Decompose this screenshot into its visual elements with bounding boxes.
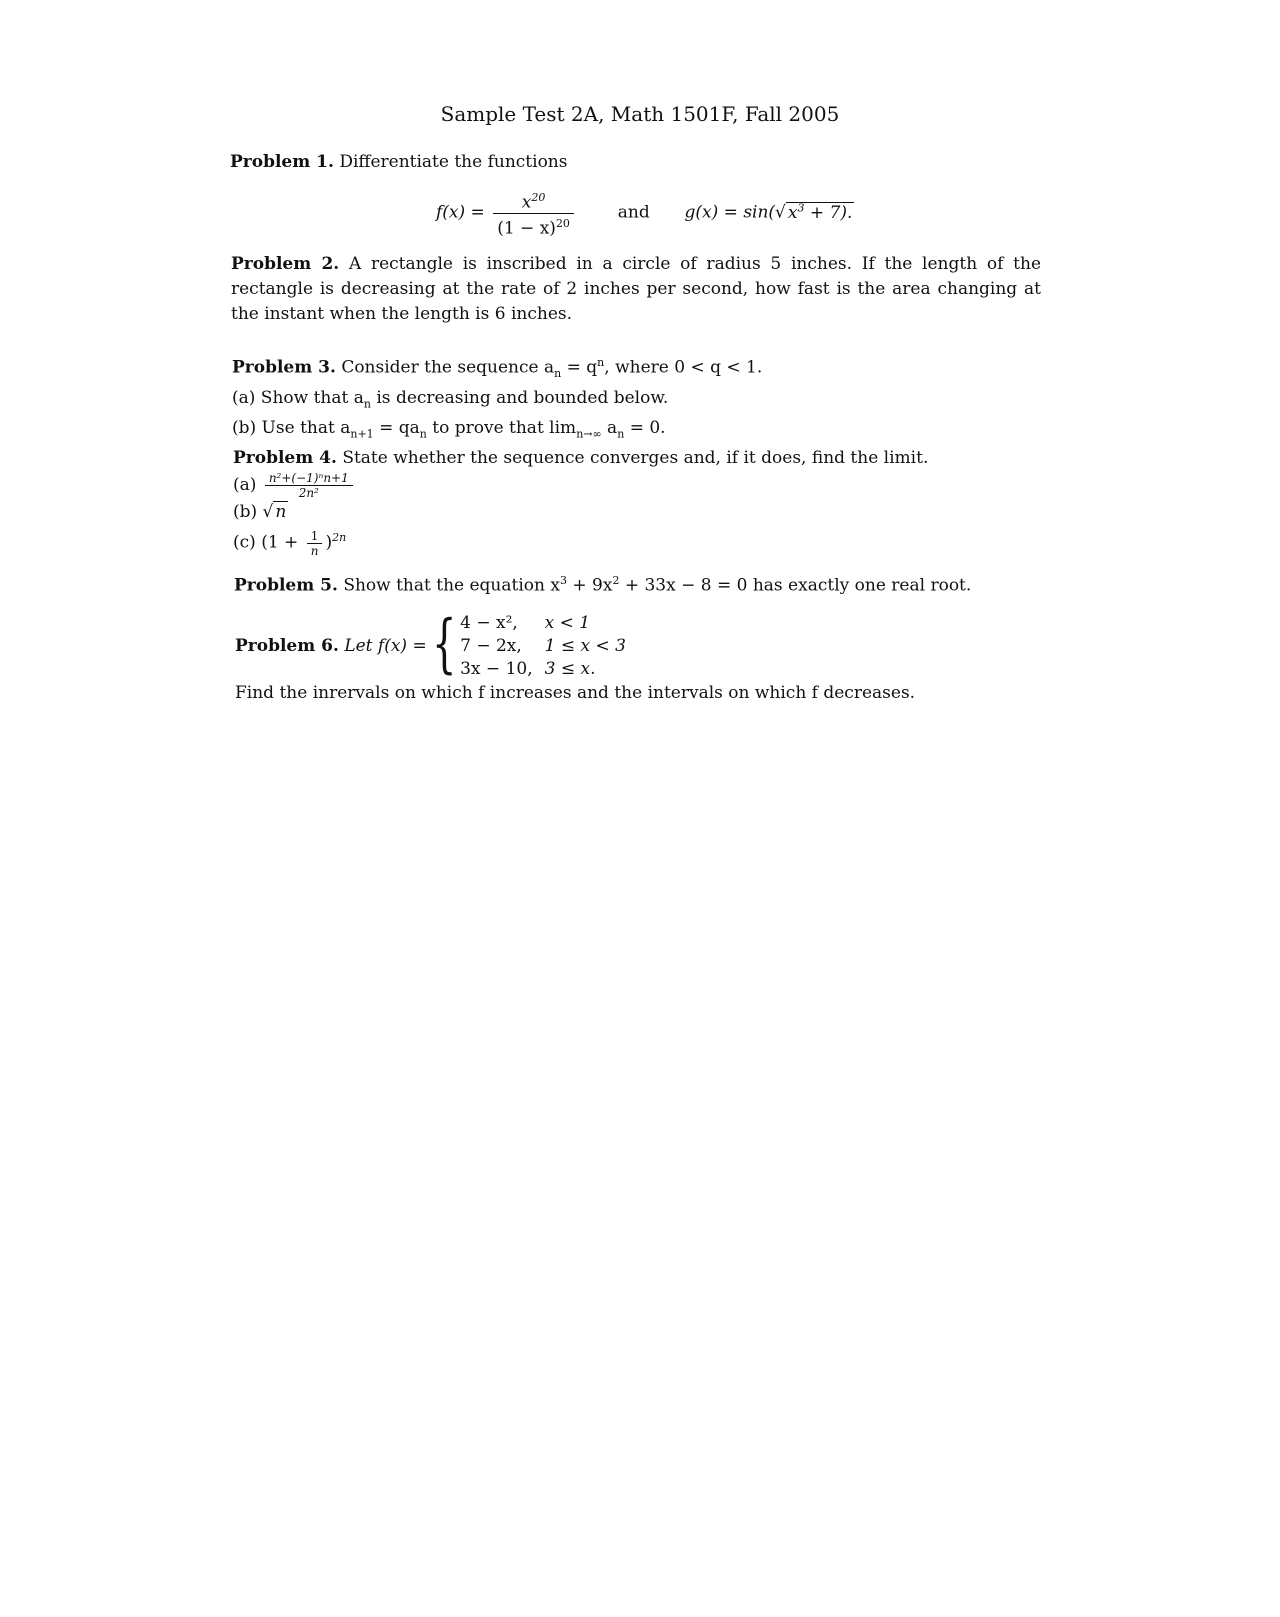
problem-2 — [231, 252, 1041, 327]
problem-4-part-a: (a) $\frac{\text{n²+(−1)ⁿn+1}}{\text{2n²}}$ — [233, 471, 1043, 500]
problem-5-label: Problem 5. — [234, 575, 338, 596]
problem-4-part-b: (b) √ n — [233, 502, 287, 522]
problem-6-lhs: Let f(x) = — [344, 636, 427, 656]
case-row: 4 − x², x < 1 — [460, 613, 591, 633]
g-radicand: $x^3 + 7$). — [787, 201, 853, 223]
problem-4-label: Problem 4. — [233, 448, 337, 468]
f-fraction — [493, 188, 574, 238]
problem-1-text: Differentiate the functions — [339, 152, 568, 172]
problem-4-text: State whether the sequence converges and, if it does, find the limit. — [342, 448, 929, 468]
f-lhs: f(x) = — [436, 202, 485, 223]
left-brace: { — [432, 607, 457, 681]
and-word: and — [617, 202, 650, 223]
problem-1-label: Problem 1. — [230, 152, 334, 172]
problem-3-label: Problem 3. — [232, 357, 336, 378]
problem-5: Problem 5. Show that the equation $x^3 + 9x^2 + 33x - 8 = 0$ has exactly one real root. — [234, 574, 972, 596]
problem-3: Problem 3. Consider the sequence $a_n = q^n$, where 0 < q < 1. (a) Show that $a_n$ is decreasing and bounded below. (b) Use that $a_{n+1} = qa_n$ to prove that $\lim_{n\to\infty} a_n = 0$. — [232, 350, 1042, 447]
page-title: Sample Test 2A, Math 1501F, Fall 2005 — [440, 102, 840, 126]
problem-4-part-c: (c) (1 + $\frac{1}{n}$ )$^{2n}$ — [233, 528, 347, 558]
problem-6-label: Problem 6. — [235, 636, 339, 656]
problem-4a-fraction: $\frac{\text{n²+(−1)ⁿn+1}}{\text{2n²}}$ — [265, 471, 353, 500]
problem-2-text: A rectangle is inscribed in a circle of radius 5 inches. If the length of the rectangle is decreasing at the rate of 2 inches per second, how fast is the area changing at the instant when the length is 6 inches. — [231, 254, 1041, 324]
problem-2-label: Problem 2. — [231, 254, 340, 274]
problem-1-equations — [436, 188, 854, 238]
f-numerator: $x^{20}$ — [493, 188, 574, 214]
g-lhs: g(x) = sin(√ — [684, 202, 786, 223]
problem-6 — [235, 607, 1055, 706]
f-denominator: $(1 - x)^{20}$ — [497, 216, 570, 239]
problem-3-part-a: (a) Show that $a_n$ is decreasing and bounded below. — [232, 388, 669, 411]
problem-3-part-b: (b) Use that $a_{n+1} = qa_n$ to prove that $\lim_{n\to\infty} a_n = 0$. — [232, 418, 666, 441]
problem-6-text: Find the inrervals on which f increases and the intervals on which f decreases. — [235, 683, 916, 703]
case-row: 3x − 10, 3 ≤ x. — [460, 659, 596, 679]
problem-1 — [230, 150, 1050, 175]
case-row: 7 − 2x, 1 ≤ x < 3 — [460, 636, 626, 656]
piecewise-cases — [432, 607, 632, 681]
problem-4 — [233, 446, 1043, 558]
